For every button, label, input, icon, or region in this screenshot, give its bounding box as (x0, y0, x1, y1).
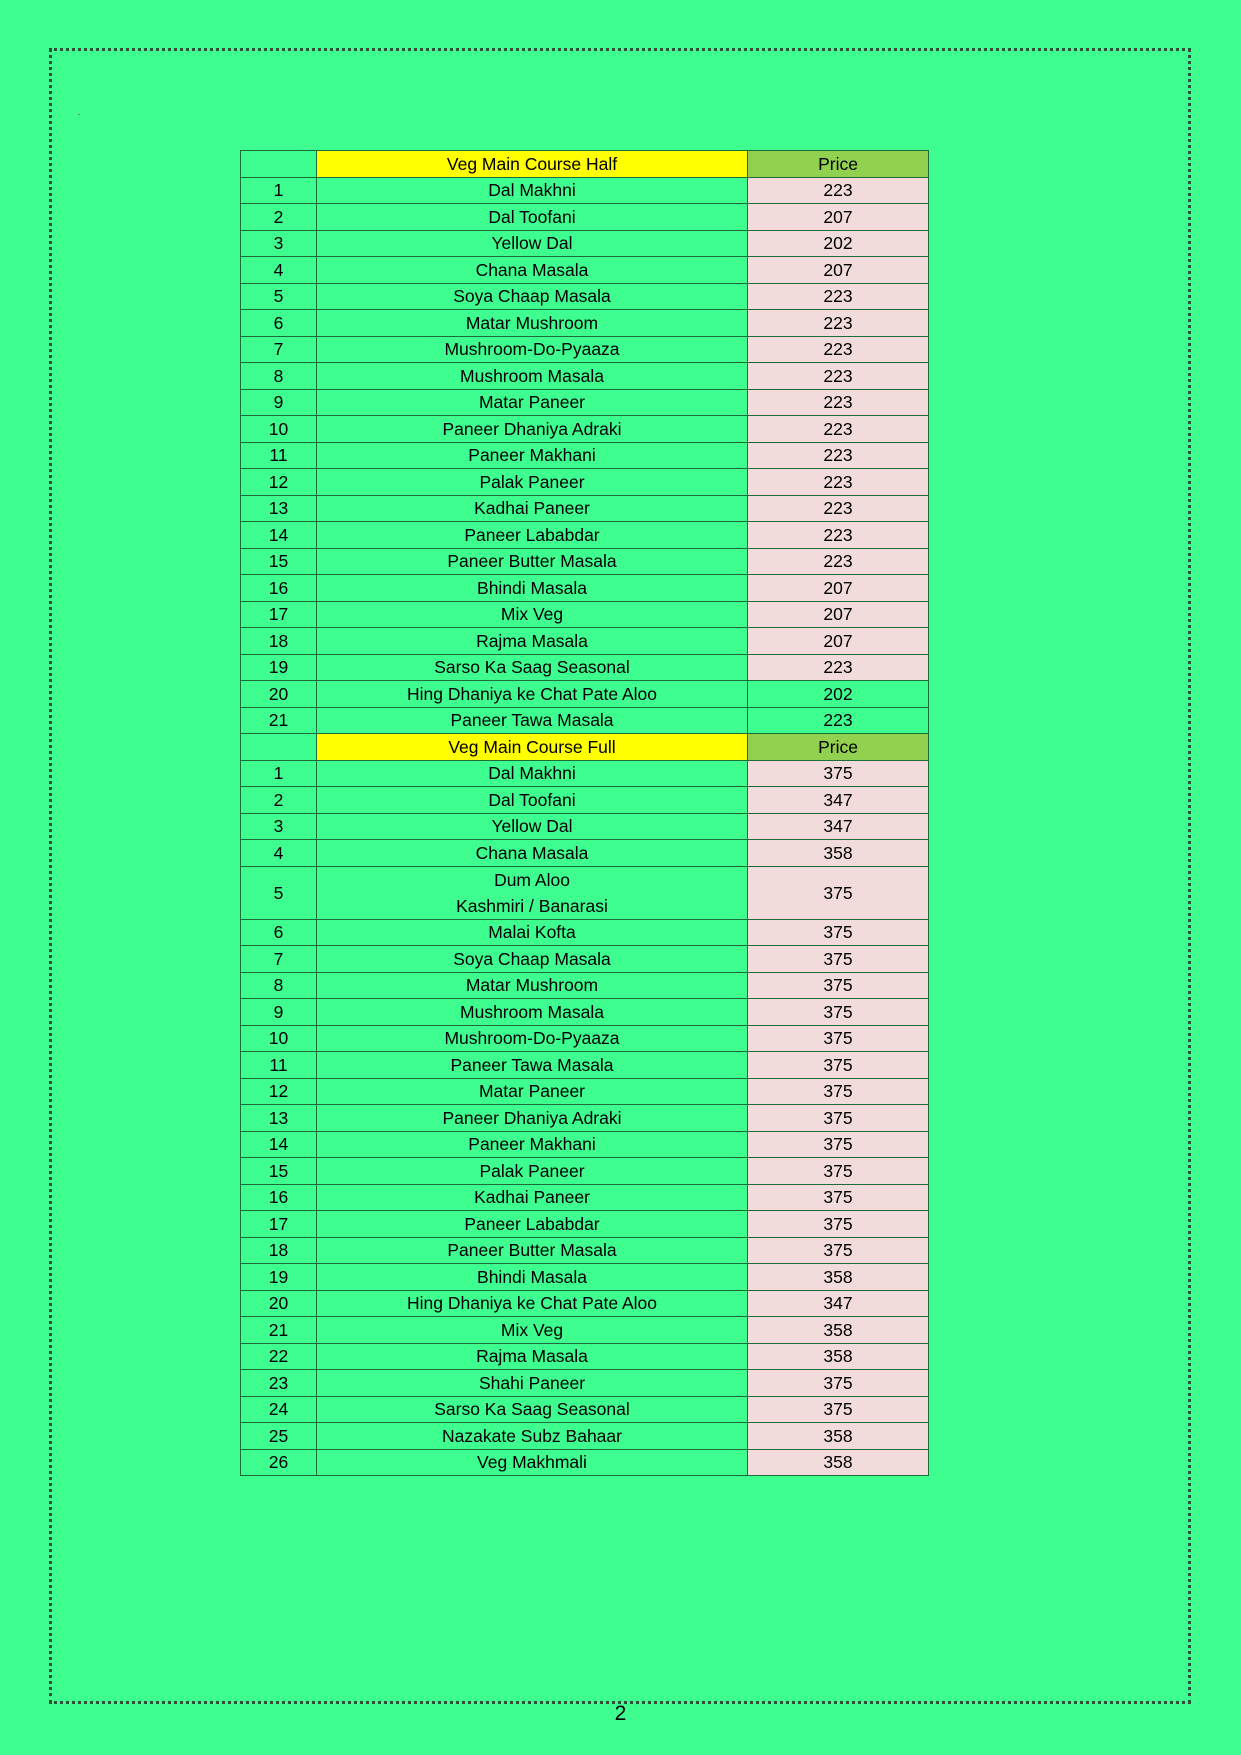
item-name: Matar Paneer (317, 389, 748, 416)
item-number: 12 (241, 469, 317, 496)
half-menu-row (241, 416, 929, 443)
item-name-line: Dum Aloo (494, 869, 570, 890)
item-price: 375 (748, 866, 929, 919)
item-name: Bhindi Masala (317, 1264, 748, 1291)
item-name: Paneer Tawa Masala (317, 1052, 748, 1079)
item-name: Paneer Butter Masala (317, 548, 748, 575)
full-header-number-cell (241, 734, 317, 761)
item-number: 16 (241, 1184, 317, 1211)
half-menu-row (241, 204, 929, 231)
full-menu-row (241, 1317, 929, 1344)
item-price: 358 (748, 1343, 929, 1370)
item-number: 7 (241, 336, 317, 363)
item-number: 9 (241, 389, 317, 416)
item-price: 358 (748, 1449, 929, 1476)
item-price: 207 (748, 628, 929, 655)
half-header-row (241, 151, 929, 178)
item-price: 375 (748, 1131, 929, 1158)
item-price: 375 (748, 1211, 929, 1238)
item-price: 375 (748, 1158, 929, 1185)
item-number: 11 (241, 1052, 317, 1079)
item-price: 375 (748, 1052, 929, 1079)
item-price: 223 (748, 177, 929, 204)
half-header-number-cell (241, 151, 317, 178)
item-name: Palak Paneer (317, 1158, 748, 1185)
half-menu-row (241, 681, 929, 708)
item-number: 3 (241, 813, 317, 840)
item-number: 14 (241, 522, 317, 549)
item-name-line: Kashmiri / Banarasi (456, 895, 608, 916)
full-menu-row (241, 972, 929, 999)
item-name: Paneer Makhani (317, 1131, 748, 1158)
item-number: 1 (241, 177, 317, 204)
full-menu-row (241, 1131, 929, 1158)
item-price: 207 (748, 204, 929, 231)
item-number: 22 (241, 1343, 317, 1370)
item-number: 21 (241, 1317, 317, 1344)
half-menu-row (241, 257, 929, 284)
menu-table (240, 150, 929, 1476)
item-name: Veg Makhmali (317, 1449, 748, 1476)
item-price: 375 (748, 1396, 929, 1423)
item-price: 375 (748, 1025, 929, 1052)
item-number: 19 (241, 654, 317, 681)
item-price: 347 (748, 1290, 929, 1317)
item-price: 375 (748, 972, 929, 999)
item-name: Sarso Ka Saag Seasonal (317, 654, 748, 681)
item-name: Matar Mushroom (317, 972, 748, 999)
half-menu-row (241, 575, 929, 602)
item-number: 26 (241, 1449, 317, 1476)
item-name: Paneer Lababdar (317, 1211, 748, 1238)
item-name: Hing Dhaniya ke Chat Pate Aloo (317, 1290, 748, 1317)
item-price: 223 (748, 707, 929, 734)
item-name: Malai Kofta (317, 919, 748, 946)
item-name: Mushroom Masala (317, 999, 748, 1026)
item-name (317, 866, 748, 919)
item-name: Paneer Makhani (317, 442, 748, 469)
item-price: 358 (748, 840, 929, 867)
item-price: 223 (748, 363, 929, 390)
item-price: 347 (748, 787, 929, 814)
item-number: 24 (241, 1396, 317, 1423)
item-number: 6 (241, 310, 317, 337)
item-name: Kadhai Paneer (317, 1184, 748, 1211)
item-number: 15 (241, 548, 317, 575)
half-menu-row (241, 442, 929, 469)
item-name: Yellow Dal (317, 230, 748, 257)
full-menu-row (241, 919, 929, 946)
item-number: 4 (241, 257, 317, 284)
item-name: Dal Makhni (317, 760, 748, 787)
item-price: 207 (748, 601, 929, 628)
full-menu-row (241, 1343, 929, 1370)
item-name: Paneer Tawa Masala (317, 707, 748, 734)
full-menu-row (241, 1396, 929, 1423)
item-number: 2 (241, 787, 317, 814)
half-menu-row (241, 707, 929, 734)
item-name: Mix Veg (317, 601, 748, 628)
item-name: Chana Masala (317, 257, 748, 284)
item-name: Palak Paneer (317, 469, 748, 496)
item-price: 223 (748, 522, 929, 549)
item-number: 6 (241, 919, 317, 946)
item-number: 16 (241, 575, 317, 602)
item-price: 223 (748, 283, 929, 310)
half-section-title: Veg Main Course Half (317, 151, 748, 178)
full-menu-row (241, 1423, 929, 1450)
item-number: 8 (241, 972, 317, 999)
item-number: 10 (241, 416, 317, 443)
item-number: 12 (241, 1078, 317, 1105)
item-number: 13 (241, 1105, 317, 1132)
half-menu-row (241, 230, 929, 257)
half-menu-row (241, 522, 929, 549)
item-price: 375 (748, 946, 929, 973)
item-price: 202 (748, 230, 929, 257)
item-name: Dal Makhni (317, 177, 748, 204)
item-price: 358 (748, 1264, 929, 1291)
item-number: 23 (241, 1370, 317, 1397)
item-name: Chana Masala (317, 840, 748, 867)
item-name: Matar Mushroom (317, 310, 748, 337)
item-name: Yellow Dal (317, 813, 748, 840)
item-name: Mushroom-Do-Pyaaza (317, 336, 748, 363)
half-menu-row (241, 548, 929, 575)
item-number: 20 (241, 681, 317, 708)
item-number: 9 (241, 999, 317, 1026)
full-menu-row (241, 1105, 929, 1132)
half-menu-row (241, 654, 929, 681)
item-price: 375 (748, 999, 929, 1026)
item-name: Paneer Lababdar (317, 522, 748, 549)
item-number: 10 (241, 1025, 317, 1052)
full-menu-row (241, 1025, 929, 1052)
item-number: 8 (241, 363, 317, 390)
item-price: 223 (748, 442, 929, 469)
item-number: 17 (241, 601, 317, 628)
item-number: 15 (241, 1158, 317, 1185)
item-name: Matar Paneer (317, 1078, 748, 1105)
item-number: 7 (241, 946, 317, 973)
full-menu-row (241, 999, 929, 1026)
item-name: Paneer Dhaniya Adraki (317, 416, 748, 443)
item-name: Soya Chaap Masala (317, 283, 748, 310)
item-name: Mushroom Masala (317, 363, 748, 390)
item-price: 223 (748, 654, 929, 681)
page-speck (78, 114, 80, 115)
item-name: Sarso Ka Saag Seasonal (317, 1396, 748, 1423)
item-price: 375 (748, 1105, 929, 1132)
item-name: Rajma Masala (317, 1343, 748, 1370)
item-price: 223 (748, 495, 929, 522)
item-number: 4 (241, 840, 317, 867)
half-menu-row (241, 177, 929, 204)
item-price: 223 (748, 548, 929, 575)
half-menu-row (241, 363, 929, 390)
item-price: 223 (748, 469, 929, 496)
half-menu-row (241, 389, 929, 416)
item-price: 223 (748, 310, 929, 337)
item-price: 375 (748, 1078, 929, 1105)
full-menu-row (241, 1264, 929, 1291)
item-number: 13 (241, 495, 317, 522)
item-price: 223 (748, 416, 929, 443)
item-name: Soya Chaap Masala (317, 946, 748, 973)
item-number: 1 (241, 760, 317, 787)
full-menu-row (241, 946, 929, 973)
item-name: Bhindi Masala (317, 575, 748, 602)
item-price: 375 (748, 1237, 929, 1264)
item-price: 207 (748, 575, 929, 602)
item-price: 358 (748, 1423, 929, 1450)
item-number: 11 (241, 442, 317, 469)
full-menu-row (241, 1370, 929, 1397)
item-number: 19 (241, 1264, 317, 1291)
item-name: Nazakate Subz Bahaar (317, 1423, 748, 1450)
item-price: 358 (748, 1317, 929, 1344)
half-menu-row (241, 469, 929, 496)
full-menu-row (241, 1158, 929, 1185)
full-menu-row (241, 760, 929, 787)
item-price: 202 (748, 681, 929, 708)
item-name: Paneer Dhaniya Adraki (317, 1105, 748, 1132)
item-number: 5 (241, 283, 317, 310)
item-number: 2 (241, 204, 317, 231)
full-menu-row (241, 1290, 929, 1317)
full-menu-row (241, 787, 929, 814)
item-number: 25 (241, 1423, 317, 1450)
full-section-title: Veg Main Course Full (317, 734, 748, 761)
full-menu-row (241, 1184, 929, 1211)
half-menu-row (241, 628, 929, 655)
item-name: Mushroom-Do-Pyaaza (317, 1025, 748, 1052)
full-menu-row (241, 866, 929, 919)
item-number: 18 (241, 628, 317, 655)
item-price: 375 (748, 760, 929, 787)
half-price-header: Price (748, 151, 929, 178)
full-menu-row (241, 840, 929, 867)
item-number: 18 (241, 1237, 317, 1264)
half-menu-row (241, 336, 929, 363)
item-name: Kadhai Paneer (317, 495, 748, 522)
item-price: 375 (748, 1370, 929, 1397)
full-price-header: Price (748, 734, 929, 761)
item-name: Hing Dhaniya ke Chat Pate Aloo (317, 681, 748, 708)
full-menu-row (241, 1237, 929, 1264)
item-number: 3 (241, 230, 317, 257)
item-price: 347 (748, 813, 929, 840)
item-name: Shahi Paneer (317, 1370, 748, 1397)
full-menu-row (241, 1211, 929, 1238)
item-number: 21 (241, 707, 317, 734)
item-number: 17 (241, 1211, 317, 1238)
item-name: Paneer Butter Masala (317, 1237, 748, 1264)
half-menu-row (241, 283, 929, 310)
full-menu-row (241, 1078, 929, 1105)
item-number: 14 (241, 1131, 317, 1158)
half-menu-row (241, 601, 929, 628)
item-name: Dal Toofani (317, 204, 748, 231)
item-price: 223 (748, 389, 929, 416)
item-name: Rajma Masala (317, 628, 748, 655)
item-price: 375 (748, 919, 929, 946)
full-menu-row (241, 813, 929, 840)
page-number: 2 (614, 1702, 627, 1725)
half-menu-row (241, 310, 929, 337)
item-price: 223 (748, 336, 929, 363)
item-price: 207 (748, 257, 929, 284)
half-menu-row (241, 495, 929, 522)
item-number: 20 (241, 1290, 317, 1317)
full-menu-row (241, 1449, 929, 1476)
full-header-row (241, 734, 929, 761)
item-number: 5 (241, 866, 317, 919)
item-name: Mix Veg (317, 1317, 748, 1344)
item-name: Dal Toofani (317, 787, 748, 814)
full-menu-row (241, 1052, 929, 1079)
item-price: 375 (748, 1184, 929, 1211)
